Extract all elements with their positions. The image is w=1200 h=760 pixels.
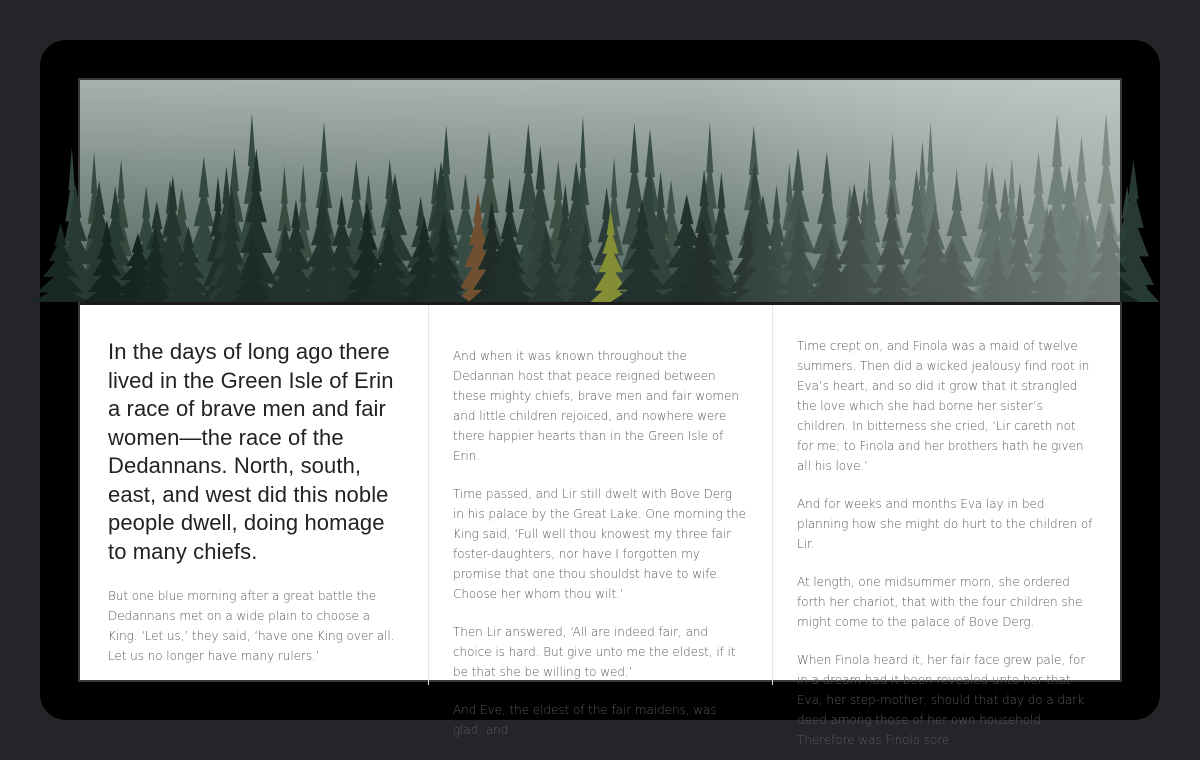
body-paragraph: And for weeks and months Eva lay in bed planning how she might do hurt to the children of Lir. <box>797 497 1093 551</box>
body-paragraph: And when it was known throughout the Dedannan host that peace reigned between these mighty chiefs, brave men and fair women and little children rejoiced, and nowhere were there happier hearts than in the Green Isle of Erin. <box>453 349 739 463</box>
body-paragraph: And Eve, the eldest of the fair maidens, was glad, and <box>453 703 717 737</box>
body-paragraph: When Finola heard it, her fair face grew pale, for in a dream had it been revealed unto her that Eva, her step-mother, should that day do a dark deed among those of her own household. Therefore was Finola sore <box>797 653 1086 747</box>
body-paragraph: At length, one midsummer morn, she ordered forth her chariot, that with the four children she might come to the palace of Bove Derg. <box>797 575 1083 629</box>
article-column-1 <box>80 305 428 685</box>
body-paragraph: Then Lir answered, ‘All are indeed fair, and choice is hard. But give unto me the eldest, if it be that she be willing to wed.’ <box>453 625 736 679</box>
article-page <box>78 78 1122 747</box>
article-column-3 <box>772 305 1120 747</box>
body-paragraph: Time passed, and Lir still dwelt with Bove Derg in his palace by the Great Lake. One morning the King said, ‘Full well thou knowest my three fair foster-daughters, nor have I forgotten my promise that one thou shouldst have to wife. Choose her whom thou wilt.’ <box>453 487 746 601</box>
body-paragraph: But one blue morning after a great battle the Dedannans met on a wide plain to choose a King. ‘Let us,’ they said, ‘have one King over all. Let us no longer have many rulers.’ <box>108 589 395 663</box>
forest-illustration <box>80 80 1120 302</box>
lead-paragraph: In the days of long ago there lived in the Green Isle of Erin a race of brave men and fair women—the race of the Dedannans. North, south, east, and west did this noble people dwell, doing homage to many chiefs. <box>108 339 394 564</box>
body-paragraph: Time crept on, and Finola was a maid of twelve summers. Then did a wicked jealousy find root in Eva’s heart, and so did it grow that it strangled the love which she had borne her sister’s children. In bitterness she cried, ‘Lir careth not for me; to Finola and her brothers hath he given all his love.’ <box>797 339 1090 473</box>
hero-forest-image <box>80 80 1120 305</box>
article-column-2 <box>428 305 772 737</box>
article-columns <box>80 305 1120 747</box>
